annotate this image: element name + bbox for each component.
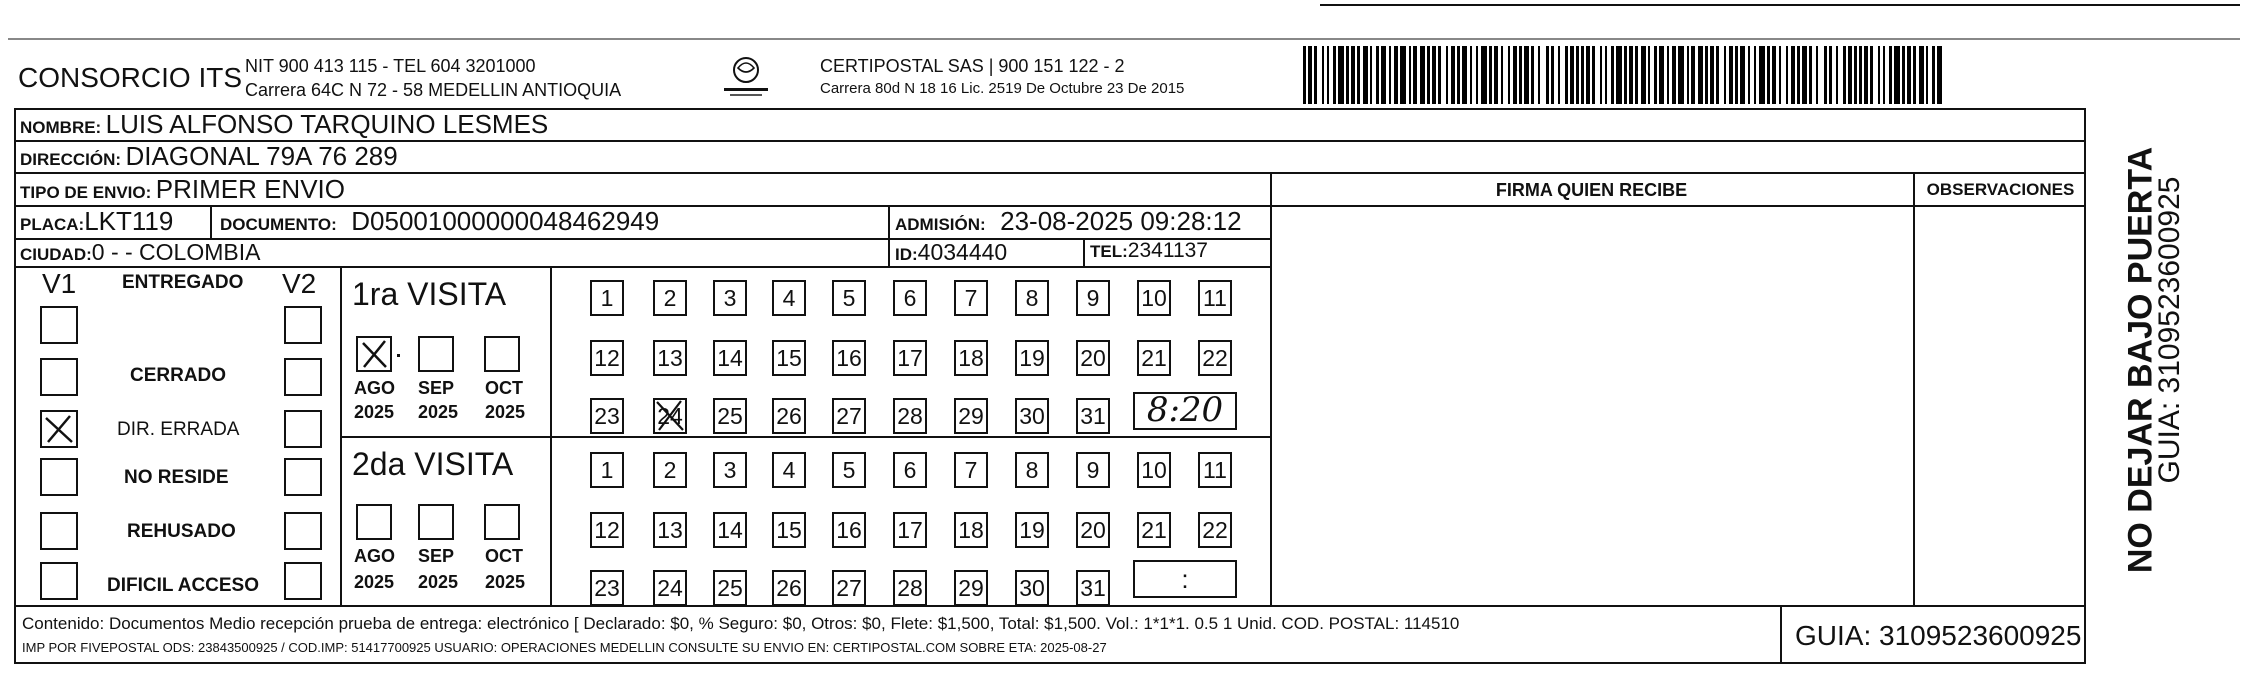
- v2-label: V2: [282, 268, 317, 299]
- v1-day-12-box[interactable]: 12: [590, 340, 624, 376]
- barcode-bar: [1438, 46, 1441, 104]
- barcode-bar: [1687, 46, 1689, 104]
- observations-header: OBSERVACIONES: [1926, 180, 2075, 199]
- barcode-bar: [1705, 46, 1708, 104]
- barcode-bar: [1829, 46, 1832, 104]
- barcode-bar: [1836, 46, 1838, 104]
- name-row: [20, 109, 548, 140]
- side-guia-text: GUIA: 3109523600925: [2153, 176, 2186, 484]
- barcode-bar: [1451, 46, 1455, 104]
- col-line: [340, 266, 342, 605]
- barcode-bar: [1878, 46, 1880, 104]
- barcode-bar: [1870, 46, 1873, 104]
- v2-day-17-box[interactable]: 17: [893, 512, 927, 548]
- barcode-bar: [1420, 46, 1425, 104]
- v2-day-8-box[interactable]: 8: [1015, 452, 1049, 488]
- barcode-bar: [1546, 46, 1549, 104]
- v2-day-28-box[interactable]: 28: [893, 570, 927, 606]
- barcode-bar: [1716, 46, 1719, 104]
- barcode-bar: [1494, 46, 1498, 104]
- barcode-bar: [1565, 46, 1568, 104]
- v2-day-13-box[interactable]: 13: [653, 512, 687, 548]
- v1-day-6-box[interactable]: 6: [893, 280, 927, 316]
- barcode-bar: [1919, 46, 1924, 104]
- barcode-bar: [1843, 46, 1846, 104]
- v2-day-6-box[interactable]: 6: [893, 452, 927, 488]
- v1-day-11-box[interactable]: 11: [1198, 280, 1232, 316]
- barcode-bar: [1611, 46, 1614, 104]
- id-value: 4034440: [917, 239, 1008, 265]
- option-dificil-acceso: DIFICIL ACCESO: [107, 575, 260, 596]
- col-line: [1780, 605, 1782, 664]
- col-line: [1083, 238, 1085, 266]
- barcode-bar: [1303, 46, 1306, 104]
- barcode-bar: [1432, 46, 1436, 104]
- v1-day-15-box[interactable]: 15: [772, 340, 806, 376]
- handwritten-x-mark-icon: [42, 412, 76, 446]
- v2-rehusado-checkbox[interactable]: [284, 512, 322, 550]
- city-label: CIUDAD:: [20, 245, 92, 264]
- barcode-bar: [1678, 46, 1684, 104]
- col-line: [1913, 172, 1915, 605]
- postal-address: Carrera 80d N 18 16 Lic. 2519 De Octubre 23 De 2015: [820, 80, 1185, 97]
- v1-month-oct-checkbox[interactable]: [484, 336, 520, 372]
- barcode-bar: [1864, 46, 1868, 104]
- v2-year-oct: 2025: [485, 572, 526, 592]
- barcode-bar: [1848, 46, 1852, 104]
- plate-label: PLACA:: [20, 215, 85, 234]
- barcode-bar: [1740, 46, 1745, 104]
- postal-name: CERTIPOSTAL SAS | 900 151 122 - 2: [820, 56, 1125, 76]
- city-value: 0 - - COLOMBIA: [91, 239, 261, 265]
- barcode-bar: [1558, 46, 1560, 104]
- v1-day-9-box[interactable]: 9: [1076, 280, 1110, 316]
- v1-dir-errada-checkbox[interactable]: [40, 410, 78, 448]
- v2-day-25-box[interactable]: 25: [713, 570, 747, 606]
- barcode-bar: [1932, 46, 1935, 104]
- barcode-bar: [1809, 46, 1812, 104]
- v1-day-31-box[interactable]: 31: [1076, 398, 1110, 434]
- v2-day-12-box[interactable]: 12: [590, 512, 624, 548]
- barcode-bar: [1489, 46, 1492, 104]
- v2-day-7-box[interactable]: 7: [954, 452, 988, 488]
- barcode-bar: [1551, 46, 1554, 104]
- barcode-bar: [1413, 46, 1417, 104]
- barcode-bar: [1729, 46, 1733, 104]
- v1-day-29-box[interactable]: 29: [954, 398, 988, 434]
- v2-day-19-box[interactable]: 19: [1015, 512, 1049, 548]
- barcode-bar: [1600, 46, 1602, 104]
- v1-day-13-box[interactable]: 13: [653, 340, 687, 376]
- barcode-bar: [1338, 46, 1344, 104]
- barcode-bar: [1635, 46, 1638, 104]
- v2-day-23-box[interactable]: 23: [590, 570, 624, 606]
- barcode-bar: [1854, 46, 1857, 104]
- barcode-bar: [1698, 46, 1703, 104]
- barcode-bar: [1667, 46, 1669, 104]
- barcode-bar: [1616, 46, 1622, 104]
- v1-month-ago-checkbox[interactable]: [356, 336, 392, 372]
- barcode-bar: [1883, 46, 1885, 104]
- option-rehusado: REHUSADO: [127, 521, 236, 542]
- barcode-bar: [1346, 46, 1349, 104]
- v1-day-4-box[interactable]: 4: [772, 280, 806, 316]
- col-line: [210, 205, 212, 238]
- handwritten-x-mark-icon: [358, 338, 390, 370]
- footer-guia: GUIA: 3109523600925: [1795, 620, 2082, 651]
- barcode-bar: [1654, 46, 1657, 104]
- v2-day-27-box[interactable]: 27: [832, 570, 866, 606]
- document-cell: [220, 206, 659, 237]
- v2-month-sep: SEP: [418, 546, 455, 566]
- type-label: TIPO DE ENVIO:: [20, 183, 152, 202]
- barcode-bar: [1779, 46, 1781, 104]
- v1-month-oct: OCT: [485, 378, 523, 398]
- barcode-bar: [1519, 46, 1522, 104]
- first-visit-time: 8:20: [1146, 390, 1224, 430]
- content-description: Contenido: Documentos Medio recepción prueba de entrega: electrónico [ Declarado: $0, % Seguro: $0, Otros: $0, Flete: $1,500, Total: $1,500. Vol.: 1*1*1. 0.5 1 Unid. COD. POSTAL: 114510: [22, 614, 1460, 633]
- company-nit: NIT 900 413 115 - TEL 604 3201000: [245, 56, 536, 76]
- barcode-bar: [1389, 46, 1391, 104]
- v2-day-3-box[interactable]: 3: [713, 452, 747, 488]
- v2-day-24-box[interactable]: 24: [653, 570, 687, 606]
- v2-day-26-box[interactable]: 26: [772, 570, 806, 606]
- row-line: [340, 436, 1270, 438]
- barcode-bar: [1926, 46, 1928, 104]
- v2-no-reside-checkbox[interactable]: [284, 458, 322, 496]
- barcode-bar: [1462, 46, 1467, 104]
- v1-cerrado-checkbox[interactable]: [40, 358, 78, 396]
- barcode-bar: [1786, 46, 1788, 104]
- barcode-bar: [1457, 46, 1460, 104]
- barcode-bar: [1748, 46, 1750, 104]
- v1-rehusado-checkbox[interactable]: [40, 512, 78, 550]
- v1-day-17-box[interactable]: 17: [893, 340, 927, 376]
- option-no-reside: NO RESIDE: [124, 467, 229, 488]
- barcode-bar: [1376, 46, 1379, 104]
- v2-year-ago: 2025: [354, 572, 395, 592]
- row-line: [14, 266, 1270, 268]
- v2-entregado-checkbox[interactable]: [284, 306, 322, 344]
- barcode-bar: [1802, 46, 1807, 104]
- barcode-bar: [1629, 46, 1633, 104]
- v1-day-18-box[interactable]: 18: [954, 340, 988, 376]
- barcode-bar: [1859, 46, 1862, 104]
- barcode-bar: [1538, 46, 1540, 104]
- barcode: [1303, 0, 1943, 110]
- v2-month-oct: OCT: [485, 546, 523, 566]
- barcode-bar: [1581, 46, 1584, 104]
- v2-day-20-box[interactable]: 20: [1076, 512, 1110, 548]
- v1-day-24-box[interactable]: 24: [653, 398, 687, 434]
- barcode-bar: [1592, 46, 1595, 104]
- barcode-bar: [1735, 46, 1738, 104]
- signature-header: FIRMA QUIEN RECIBE: [1495, 180, 1688, 200]
- v1-day-14-box[interactable]: 14: [713, 340, 747, 376]
- v1-day-10-box[interactable]: 10: [1137, 280, 1171, 316]
- barcode-bar: [1902, 46, 1905, 104]
- barcode-bar: [1370, 46, 1372, 104]
- side-guia: [2140, 140, 2200, 520]
- barcode-bar: [1816, 46, 1818, 104]
- option-dir-errada: DIR. ERRADA: [117, 419, 240, 440]
- barcode-bar: [1913, 46, 1916, 104]
- v2-day-2-box[interactable]: 2: [653, 452, 687, 488]
- v1-entregado-checkbox[interactable]: [40, 306, 78, 344]
- barcode-bar: [1351, 46, 1355, 104]
- first-visit-time-box[interactable]: [1133, 392, 1237, 430]
- v1-day-30-box[interactable]: 30: [1015, 398, 1049, 434]
- v1-day-5-box[interactable]: 5: [832, 280, 866, 316]
- v2-day-22-box[interactable]: 22: [1198, 512, 1232, 548]
- shipment-type: PRIMER ENVIO: [155, 174, 345, 204]
- barcode-bar: [1907, 46, 1911, 104]
- v1-day-27-box[interactable]: 27: [832, 398, 866, 434]
- v2-day-16-box[interactable]: 16: [832, 512, 866, 548]
- barcode-bar: [1508, 46, 1510, 104]
- barcode-bar: [1724, 46, 1726, 104]
- v2-dificil-acceso-checkbox[interactable]: [284, 562, 322, 600]
- id-label: ID:: [895, 245, 918, 264]
- barcode-bar: [1333, 46, 1336, 104]
- row-line: [14, 605, 2086, 607]
- barcode-bar: [1446, 46, 1448, 104]
- v2-day-15-box[interactable]: 15: [772, 512, 806, 548]
- v1-day-20-box[interactable]: 20: [1076, 340, 1110, 376]
- barcode-bar: [1357, 46, 1360, 104]
- barcode-bar: [1570, 46, 1574, 104]
- print-info: IMP POR FIVEPOSTAL ODS: 23843500925 / COD.IMP: 51417700925 USUARIO: OPERACIONES MEDELLIN CONSULTE SU ENVIO EN: CERTIPOSTAL.COM SOBRE ETA: 2025-08-27: [22, 640, 1107, 655]
- v2-day-5-box[interactable]: 5: [832, 452, 866, 488]
- v1-month-sep-checkbox[interactable]: [418, 336, 454, 372]
- col-line: [550, 266, 552, 605]
- barcode-bar: [1586, 46, 1590, 104]
- barcode-bar: [1308, 46, 1312, 104]
- v1-day-8-box[interactable]: 8: [1015, 280, 1049, 316]
- barcode-bar: [1624, 46, 1627, 104]
- col-line: [1270, 172, 1272, 605]
- barcode-bar: [1576, 46, 1579, 104]
- barcode-bar: [1759, 46, 1765, 104]
- tel-value: 2341137: [1127, 239, 1208, 262]
- second-visit-time-box[interactable]: [1133, 560, 1237, 598]
- barcode-bar: [1710, 46, 1714, 104]
- v2-day-14-box[interactable]: 14: [713, 512, 747, 548]
- v2-month-ago-checkbox[interactable]: [356, 504, 392, 540]
- barcode-bar: [1672, 46, 1676, 104]
- v2-day-10-box[interactable]: 10: [1137, 452, 1171, 488]
- barcode-bar: [1691, 46, 1695, 104]
- v2-day-18-box[interactable]: 18: [954, 512, 988, 548]
- barcode-bar: [1772, 46, 1776, 104]
- tel-label: TEL:: [1090, 242, 1128, 261]
- barcode-bar: [1400, 46, 1406, 104]
- barcode-bar: [1754, 46, 1756, 104]
- barcode-bar: [1481, 46, 1487, 104]
- plate-cell: [20, 206, 173, 237]
- v2-year-sep: 2025: [418, 572, 459, 592]
- v1-day-3-box[interactable]: 3: [713, 280, 747, 316]
- document-label: DOCUMENTO:: [220, 215, 337, 234]
- barcode-bar: [1381, 46, 1386, 104]
- barcode-bar: [1797, 46, 1800, 104]
- recipient-address: DIAGONAL 79A 76 289: [125, 141, 398, 171]
- document-value: D05001000000048462949: [351, 206, 660, 236]
- barcode-bar: [1394, 46, 1398, 104]
- v1-year-sep: 2025: [418, 402, 459, 422]
- v1-day-2-box[interactable]: 2: [653, 280, 687, 316]
- option-cerrado: CERRADO: [130, 365, 227, 386]
- barcode-bar: [1641, 46, 1646, 104]
- admission-label: ADMISIÓN:: [895, 215, 986, 234]
- v2-dir-errada-checkbox[interactable]: [284, 410, 322, 448]
- v1-day-1-box[interactable]: 1: [590, 280, 624, 316]
- barcode-bar: [1363, 46, 1368, 104]
- tel-cell: [1090, 239, 1208, 263]
- name-label: NOMBRE:: [20, 118, 102, 137]
- barcode-bar: [1659, 46, 1664, 104]
- barcode-bar: [1824, 46, 1827, 104]
- v2-month-sep-checkbox[interactable]: [418, 504, 454, 540]
- v2-day-29-box[interactable]: 29: [954, 570, 988, 606]
- id-cell: [895, 239, 1007, 266]
- v1-day-25-box[interactable]: 25: [713, 398, 747, 434]
- v1-day-7-box[interactable]: 7: [954, 280, 988, 316]
- barcode-bar: [1513, 46, 1517, 104]
- v2-day-11-box[interactable]: 11: [1198, 452, 1232, 488]
- barcode-bar: [1767, 46, 1770, 104]
- second-visit-time: :: [1181, 564, 1189, 594]
- company-name: CONSORCIO ITS: [18, 62, 243, 93]
- v1-day-26-box[interactable]: 26: [772, 398, 806, 434]
- barcode-bar: [1524, 46, 1529, 104]
- recipient-name: LUIS ALFONSO TARQUINO LESMES: [105, 109, 549, 139]
- barcode-bar: [1889, 46, 1892, 104]
- certipostal-logo: [718, 54, 774, 100]
- pen-dot: [397, 354, 400, 357]
- barcode-bar: [1937, 46, 1942, 104]
- option-entregado: ENTREGADO: [122, 272, 244, 293]
- col-line: [888, 205, 890, 266]
- v1-label: V1: [42, 268, 77, 299]
- barcode-bar: [1314, 46, 1317, 104]
- v1-year-oct: 2025: [485, 402, 526, 422]
- barcode-bar: [1894, 46, 1900, 104]
- v2-day-1-box[interactable]: 1: [590, 452, 624, 488]
- side-notice-text: NO DEJAR BAJO PUERTA: [2121, 146, 2160, 574]
- v1-day-22-box[interactable]: 22: [1198, 340, 1232, 376]
- plate-value: LKT119: [84, 206, 174, 236]
- v2-day-31-box[interactable]: 31: [1076, 570, 1110, 606]
- v2-day-9-box[interactable]: 9: [1076, 452, 1110, 488]
- address-row: [20, 141, 398, 172]
- v2-day-21-box[interactable]: 21: [1137, 512, 1171, 548]
- address-label: DIRECCIÓN:: [20, 150, 122, 169]
- v1-month-sep: SEP: [418, 378, 455, 398]
- v1-day-21-box[interactable]: 21: [1137, 340, 1171, 376]
- v1-day-23-box[interactable]: 23: [590, 398, 624, 434]
- barcode-bar: [1648, 46, 1650, 104]
- admission-value: 23-08-2025 09:28:12: [1000, 206, 1242, 236]
- v1-day-28-box[interactable]: 28: [893, 398, 927, 434]
- barcode-bar: [1470, 46, 1472, 104]
- v1-year-ago: 2025: [354, 402, 395, 422]
- v1-day-16-box[interactable]: 16: [832, 340, 866, 376]
- city-cell: [20, 239, 260, 266]
- barcode-bar: [1476, 46, 1478, 104]
- v2-day-4-box[interactable]: 4: [772, 452, 806, 488]
- company-address: Carrera 64C N 72 - 58 MEDELLIN ANTIOQUIA: [245, 80, 622, 100]
- barcode-bar: [1409, 46, 1411, 104]
- v2-month-ago: AGO: [354, 546, 396, 566]
- second-visit-title: 2da VISITA: [352, 446, 514, 482]
- v1-day-19-box[interactable]: 19: [1015, 340, 1049, 376]
- type-row: [20, 174, 345, 205]
- barcode-bar: [1605, 46, 1607, 104]
- v2-cerrado-checkbox[interactable]: [284, 358, 322, 396]
- first-visit-title: 1ra VISITA: [352, 276, 507, 312]
- barcode-bar: [1427, 46, 1430, 104]
- handwritten-x-mark-icon: [653, 398, 687, 434]
- v1-no-reside-checkbox[interactable]: [40, 458, 78, 496]
- v1-dificil-acceso-checkbox[interactable]: [40, 562, 78, 600]
- v2-month-oct-checkbox[interactable]: [484, 504, 520, 540]
- barcode-bar: [1791, 46, 1795, 104]
- barcode-bar: [1501, 46, 1503, 104]
- barcode-bar: [1322, 46, 1324, 104]
- v2-day-30-box[interactable]: 30: [1015, 570, 1049, 606]
- barcode-bar: [1531, 46, 1534, 104]
- admission-cell: [895, 206, 1242, 237]
- v1-month-ago: AGO: [354, 378, 396, 398]
- barcode-bar: [1327, 46, 1329, 104]
